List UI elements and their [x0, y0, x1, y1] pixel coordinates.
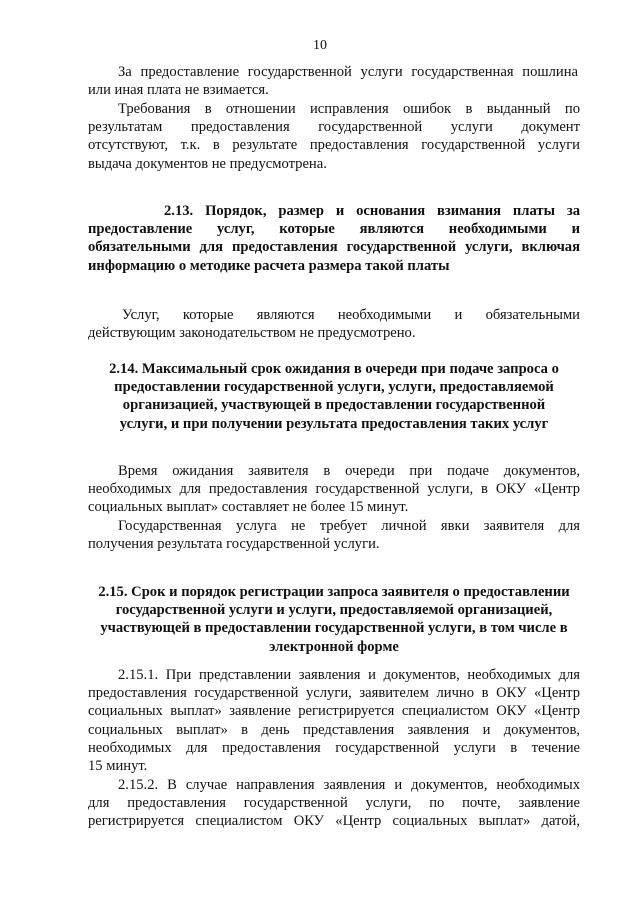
paragraph-2-15-1 — [88, 666, 580, 775]
paragraph-2-15-2 — [88, 776, 580, 831]
text-line: социальных выплат» в день представления заявления и документов, — [88, 721, 580, 738]
heading-2-13 — [88, 202, 580, 275]
heading-line: организацией, участвующей в предоставлении государственной — [122, 397, 546, 414]
heading-line: электронной форме — [269, 638, 399, 655]
heading-2-14 — [88, 360, 580, 433]
text-line: отсутствуют, т.к. в результате предоставления государственной услуги — [88, 137, 580, 154]
heading-line: 2.14. Максимальный срок ожидания в очереди при подаче запроса о — [109, 361, 559, 377]
text-line: социальных выплат» заявление регистрируется специалистом ОКУ «Центр — [88, 703, 580, 720]
heading-line: 2.15. Срок и порядок регистрации запроса заявителя о предоставлении — [98, 584, 570, 600]
text-line: необходимых для предоставления государственной услуги в течение — [88, 739, 580, 756]
heading-line: предоставление услуг, которые являются необходимыми и — [88, 221, 580, 238]
heading-2-15 — [88, 583, 580, 656]
text-line: действующим законодательством не предусмотрено. — [88, 325, 416, 342]
text-line: получения результата государственной услуги. — [88, 536, 380, 553]
text-line: За предоставление государственной услуги государственная пошлина — [118, 64, 578, 80]
paragraph-waiting-time — [88, 462, 580, 517]
heading-line: обязательными для предоставления государственной услуги, включая — [88, 239, 580, 256]
text-line: или иная плата не взимается. — [88, 82, 269, 99]
text-line: регистрируется специалистом ОКУ «Центр социальных выплат» датой, — [88, 813, 580, 830]
text-line: Услуг, которые являются необходимыми и обязательными — [122, 307, 580, 323]
text-line: Время ожидания заявителя в очереди при подаче документов, — [118, 463, 580, 479]
text-line: результатам предоставления государственной услуги документ — [88, 119, 580, 136]
heading-line: 2.13. Порядок, размер и основания взимания платы за — [164, 203, 580, 219]
text-line: 2.15.1. При представлении заявления и документов, необходимых для — [118, 667, 580, 683]
text-line: необходимых для предоставления государственной услуги, в ОКУ «Центр — [88, 481, 580, 498]
paragraph-personal-visit — [88, 517, 580, 553]
text-line: для предоставления государственной услуги, по почте, заявление — [88, 795, 580, 812]
text-line: социальных выплат» составляет не более 15 минут. — [88, 499, 409, 516]
heading-line: информацию о методике расчета размера такой платы — [88, 257, 450, 274]
paragraph-required-services — [88, 306, 580, 342]
page-number: 10 — [313, 38, 327, 53]
text-line: 15 минут. — [88, 758, 148, 775]
text-line: 2.15.2. В случае направления заявления и документов, необходимых — [118, 777, 580, 793]
heading-line: предоставлении государственной услуги, услуги, предоставляемой — [114, 379, 554, 396]
text-line: Государственная услуга не требует личной явки заявителя для — [118, 518, 580, 534]
paragraph-fee — [88, 63, 578, 99]
heading-line: государственной услуги и услуги, предоставляемой организацией, — [115, 602, 553, 619]
text-line: выдача документов не предусмотрена. — [88, 155, 327, 172]
paragraph-corrections — [88, 100, 580, 173]
text-line: Требования в отношении исправления ошибок в выданный по — [118, 101, 580, 117]
text-line: предоставления государственной услуги, заявителем лично в ОКУ «Центр — [88, 685, 580, 702]
heading-line: участвующей в предоставлении государственной услуги, в том числе в — [100, 620, 568, 637]
heading-line: услуги, и при получении результата предоставления таких услуг — [119, 415, 549, 432]
